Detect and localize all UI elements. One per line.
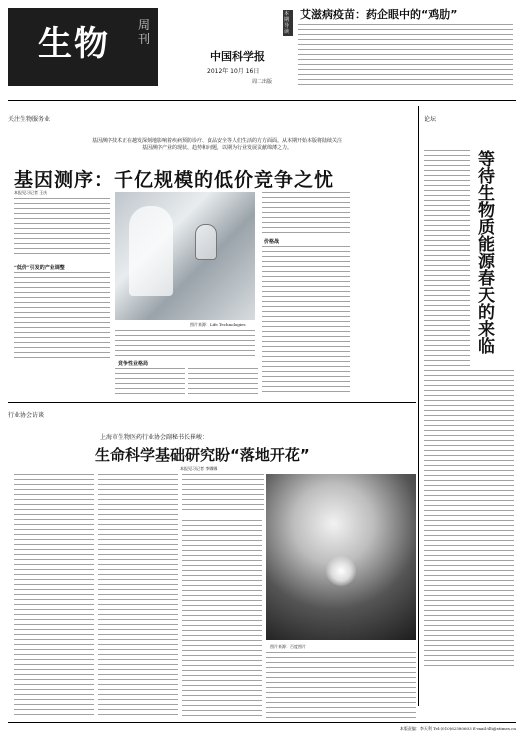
bottom-rule (8, 722, 516, 723)
masthead-title: 生物 (38, 24, 110, 64)
column-text (470, 370, 514, 670)
masthead-subtitle: 周刊 (138, 18, 151, 46)
mid-rule (8, 402, 416, 403)
column-headline: 等待生物质能源春天的来临 (474, 150, 494, 354)
column-text (115, 368, 185, 396)
column-text (14, 198, 110, 258)
teaser-title: 艾滋病疫苗：药企眼中的“鸡肋” (300, 8, 458, 21)
interview-headline: 生命科学基础研究盼“落地开花” (95, 446, 310, 464)
column-text (424, 150, 470, 670)
interview-kicker: 上海市生物医药行业协会副秘书长崔峻： (100, 434, 209, 441)
column-tag: 论坛 (424, 116, 437, 123)
column-text (98, 474, 178, 718)
column-text (14, 474, 94, 718)
column-divider (418, 106, 419, 706)
column-text (188, 368, 258, 396)
column-text (262, 192, 350, 236)
column-text (266, 652, 416, 718)
column-text (182, 520, 262, 718)
edition-label: 周二出版 (252, 79, 273, 85)
issue-date: 2012年 10月 16日 (207, 68, 260, 75)
column-text (262, 246, 350, 396)
column-text (182, 474, 264, 514)
column-text (115, 330, 255, 358)
teaser-tag: 本期导读 (283, 10, 293, 36)
teaser-body (298, 24, 513, 86)
photo-caption: 图片来源：Life Technologies (190, 322, 246, 327)
section-tag: 行业协会访谈 (8, 412, 45, 419)
researcher-figure (129, 206, 173, 296)
paper-name: 中国科学报 (210, 50, 265, 63)
lead-paragraph: 基因测序技术正在越发深刻地影响着疾病预防诊疗、食品安全等人们生活的方方面面。从本期开始本版将陆续关注基因测序产业的现状、趋势和问题，以期为行业发展贡献绵薄之力。 (92, 138, 343, 151)
subheading: 竞争性业格局 (118, 361, 149, 367)
top-rule (8, 100, 516, 101)
glowing-orb (326, 556, 356, 586)
subheading: “低价”引发的产业调整 (14, 265, 65, 271)
lab-photo (115, 192, 255, 320)
subheading: 价格战 (264, 239, 280, 245)
photo-caption: 图片来源：百度图片 (270, 644, 306, 649)
column-text (14, 272, 110, 358)
footer-credit: 本版责编：李天利 Tel:(010)62580603 E-mail:tlli@stimes.cn (399, 726, 516, 731)
section-tag: 关注生物服务业 (8, 116, 51, 123)
byline: 本报见习记者 王庆 (14, 190, 48, 195)
scientist-photo (266, 474, 416, 640)
main-headline: 基因测序：千亿规模的低价竞争之忧 (14, 169, 335, 191)
lab-flask (195, 224, 217, 260)
byline: 本报见习记者 李娜娜 (180, 466, 218, 471)
